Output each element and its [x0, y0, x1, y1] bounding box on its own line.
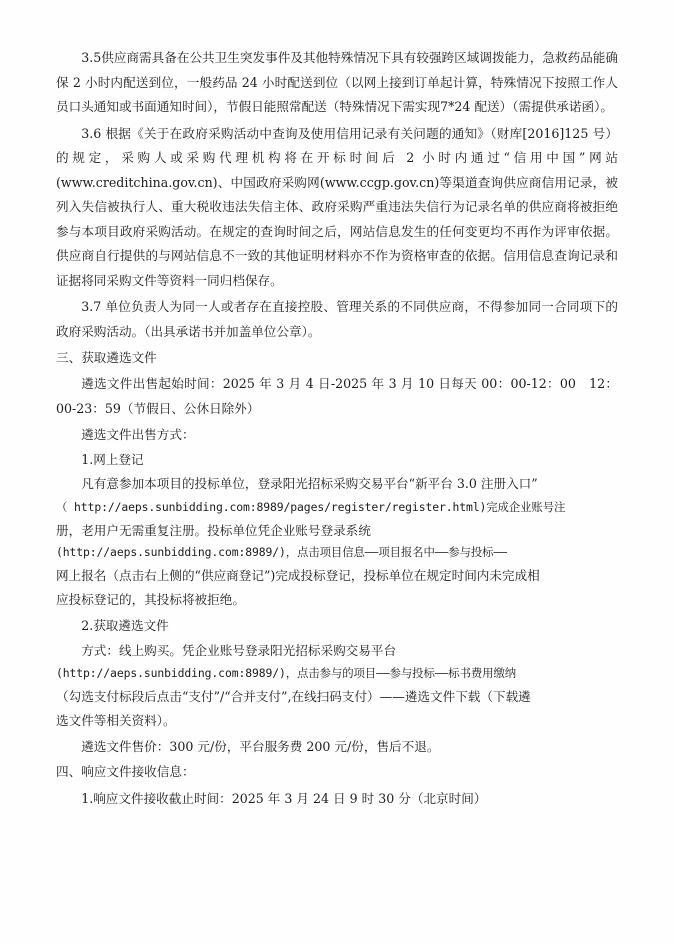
- document-body: [56, 46, 618, 811]
- paragraph-sell-time: 遴选文件出售起始时间：2025 年 3 月 4 日-2025 年 3 月 10 日每天 00：00-12：00 12：00-23：59（节假日、公休日除外）: [56, 376, 618, 416]
- paragraph-item-1-body-f: 应投标登记的，其投标将被拒绝。: [56, 592, 245, 608]
- paragraph-price-line: 遴选文件售价：300 元/份，平台服务费 200 元/份，售后不退。: [81, 738, 440, 754]
- paragraph-clause-3-5: 3.5供应商需具备在公共卫生突发事件及其他特殊情况下具有较强跨区域调拨能力，急救药品能确保 2 小时内配送到位，一般药品 24 小时配送到位（以网上接到订单起计算，特殊情况下按照工作人员口头通知或书面通知时间），节假日能照常配送（特殊情况下需实现7*24 配送）（需提供承诺函）。: [56, 50, 618, 115]
- section-heading-4: 四、响应文件接收信息：: [56, 764, 195, 780]
- paragraph-item-2-body-a: 方式：线上购买。凭企业账号登录阳光招标采购交易平台: [81, 642, 397, 658]
- paragraph-item-2-body-b: (http://aeps.sunbidding.com:8989/)，点击参与的项目——参与投标——标书费用缴纳: [56, 666, 517, 681]
- paragraph-item-1-body-b: （ http://aeps.sunbidding.com:8989/pages/register/register.html)完成企业账号注: [56, 499, 566, 514]
- paragraph-item-1-body-c: 册，老用户无需重复注册。投标单位凭企业账号登录系统: [56, 522, 371, 538]
- paragraph-item-1-body-d: (http://aeps.sunbidding.com:8989/)，点击项目信息——项目报名中——参与投标——: [56, 545, 507, 560]
- section-heading-3: 三、获取遴选文件: [56, 349, 157, 365]
- paragraph-item-1-body-e: 网上报名（点击右上侧的“供应商登记”)完成投标登记，投标单位在规定时间内未完成相: [56, 568, 540, 584]
- paragraph-item-2-title: 2.获取遴选文件: [81, 617, 169, 633]
- paragraph-item-1-title: 1.网上登记: [81, 451, 144, 467]
- paragraph-item-1-body-a: 凡有意参加本项目的投标单位，登录阳光招标采购交易平台“新平台 3.0 注册入口”: [81, 476, 538, 492]
- paragraph-receive-1: 1.响应文件接收截止时间：2025 年 3 月 24 日 9 时 30 分（北京时间）: [81, 790, 487, 806]
- paragraph-clause-3-7: 3.7 单位负责人为同一人或者存在直接控股、管理关系的不同供应商，不得参加同一合同项下的政府采购活动。（出具承诺书并加盖单位公章）。: [56, 299, 618, 340]
- paragraph-clause-3-6: 3.6 根据《关于在政府采购活动中查询及使用信用记录有关问题的通知》（财库[2016]125 号）的规定，采购人或采购代理机构将在开标时间后 2 小时内通过“信用中国”网站(www.creditchina.gov.cn)、中国政府采购网(www.ccgp.gov.cn)等渠道查询供应商信用记录，被列入失信被执行人、重大税收违法失信主体、政府采购严重违法失信行为记录名单的供应商将被拒绝参与本项目政府采购活动。在规定的查询时间之后，网站信息发生的任何变更均不再作为评审依据。供应商自行提供的与网站信息不一致的其他证明材料亦不作为资格审查的依据。信用信息查询记录和证据将同采购文件等资料一同归档保存。: [56, 125, 618, 288]
- paragraph-item-2-body-c: （勾选支付标段后点击“支付”/“合并支付”,在线扫码支付）——遴选文件下载（下载遴: [56, 688, 531, 704]
- paragraph-item-2-body-d: 选文件等相关资料）。: [56, 712, 176, 728]
- paragraph-sell-method-title: 遴选文件出售方式：: [81, 427, 195, 443]
